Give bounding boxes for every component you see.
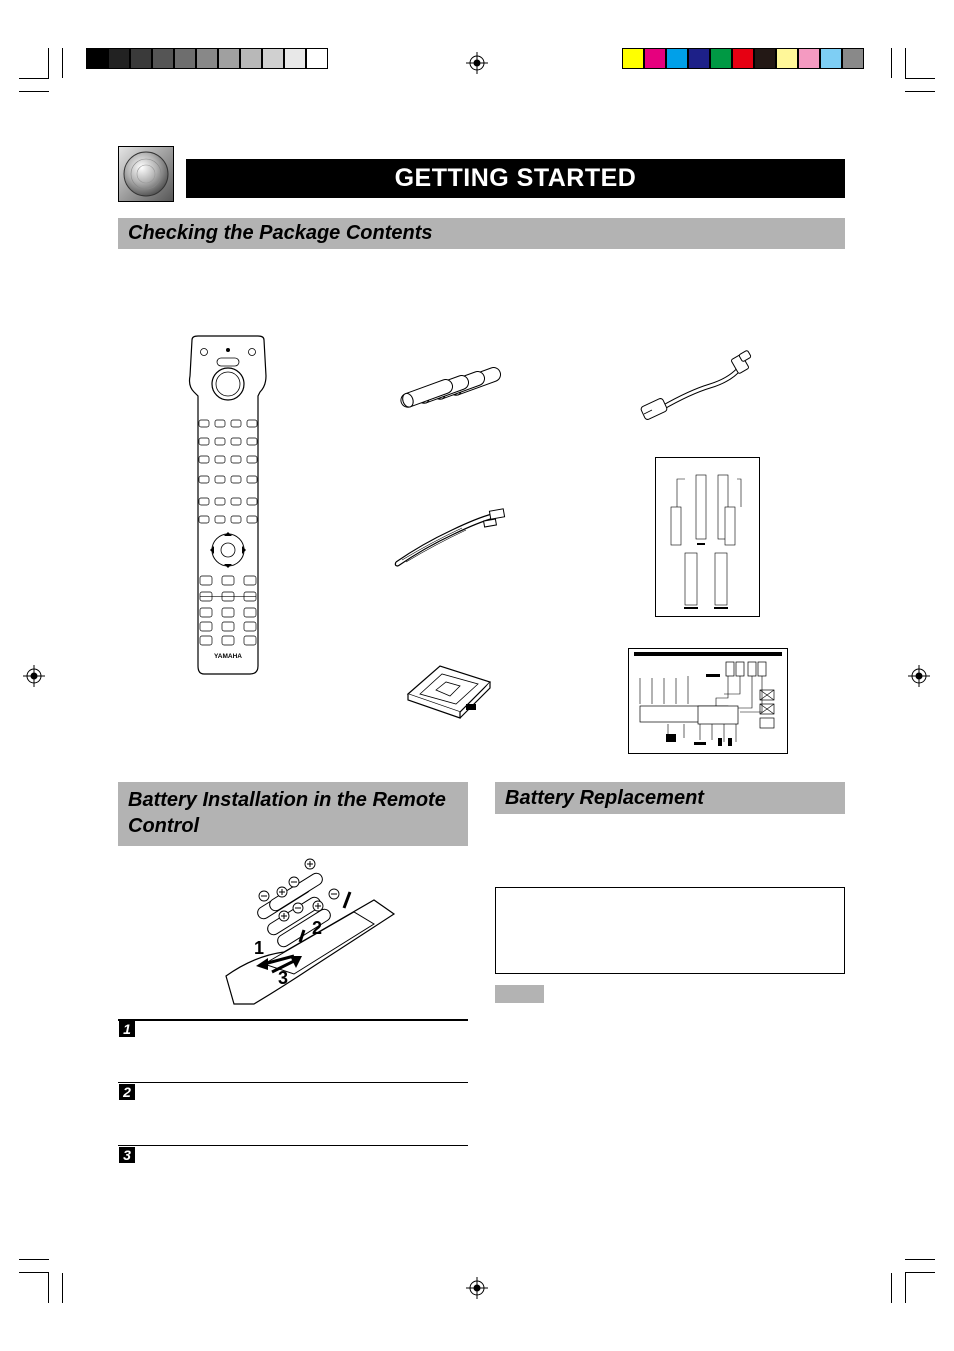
remote-button: [231, 516, 241, 523]
crop-mark: [48, 48, 49, 78]
remote-button: [222, 636, 234, 645]
remote-button: [200, 622, 212, 631]
color-swatch: [732, 48, 754, 69]
crop-mark: [19, 91, 49, 92]
gray-swatch: [284, 48, 306, 69]
crop-mark: [891, 48, 892, 78]
color-swatch: [842, 48, 864, 69]
remote-button: [231, 476, 241, 483]
caution-box: [495, 887, 845, 974]
chapter-disc-icon: [118, 146, 174, 202]
fm-antenna-illustration: [392, 502, 510, 570]
remote-button: [247, 456, 257, 463]
am-loop-antenna-illustration: [400, 658, 496, 722]
step-divider: [118, 1145, 468, 1146]
remote-button: [199, 476, 209, 483]
crop-mark: [19, 78, 49, 79]
gray-swatch: [262, 48, 284, 69]
remote-button: [199, 516, 209, 523]
remote-button: [231, 438, 241, 445]
gray-swatch: [240, 48, 262, 69]
batteries-illustration: [400, 362, 506, 412]
crop-mark: [62, 48, 63, 78]
remote-brand-label: YAMAHA: [214, 653, 242, 660]
remote-button: [199, 420, 209, 427]
remote-button: [244, 608, 256, 617]
gray-swatch: [130, 48, 152, 69]
remote-button: [247, 476, 257, 483]
crop-mark: [905, 1273, 906, 1303]
gray-swatch: [108, 48, 130, 69]
remote-button: [200, 636, 212, 645]
crop-mark: [62, 1273, 63, 1303]
crop-mark: [905, 78, 935, 79]
section-heading-battery-replacement: Battery Replacement: [495, 782, 845, 814]
remote-button: [215, 420, 225, 427]
step-number-2: 2: [119, 1084, 135, 1100]
gray-swatch: [218, 48, 240, 69]
crop-mark: [19, 1259, 49, 1260]
remote-button: [244, 636, 256, 645]
remote-button: [215, 456, 225, 463]
remote-button: [231, 498, 241, 505]
connection-guide-sheet-illustration: [628, 648, 788, 754]
color-swatch: [688, 48, 710, 69]
color-swatch: [820, 48, 842, 69]
battery-installation-illustration: [224, 856, 394, 1006]
video-cable-illustration: [640, 352, 756, 424]
color-swatch: [644, 48, 666, 69]
color-swatch: [666, 48, 688, 69]
remote-button: [215, 476, 225, 483]
remote-button: [199, 498, 209, 505]
color-swatch: [710, 48, 732, 69]
notes-tab: [495, 985, 544, 1003]
gray-swatch: [86, 48, 108, 69]
crop-mark: [905, 1272, 935, 1273]
remote-button: [200, 576, 212, 585]
color-swatch: [622, 48, 644, 69]
remote-button: [199, 456, 209, 463]
crop-mark: [48, 1273, 49, 1303]
remote-button: [231, 420, 241, 427]
remote-button: [247, 498, 257, 505]
registration-mark-icon: [466, 1277, 488, 1299]
crop-mark: [19, 1272, 49, 1273]
remote-button: [231, 456, 241, 463]
gray-swatch: [196, 48, 218, 69]
remote-button: [244, 622, 256, 631]
remote-button: [222, 576, 234, 585]
page-title: GETTING STARTED: [186, 159, 845, 198]
step-number-3: 3: [119, 1147, 135, 1163]
remote-button: [247, 420, 257, 427]
battery-step-label-1: 1: [254, 938, 265, 958]
registration-mark-icon: [23, 665, 45, 687]
color-swatch: [754, 48, 776, 69]
remote-button: [215, 498, 225, 505]
gray-swatch: [174, 48, 196, 69]
remote-button: [200, 608, 212, 617]
remote-control-illustration: [186, 336, 270, 676]
section-heading-battery-installation: Battery Installation in the Remote Control: [118, 782, 468, 846]
registration-mark-icon: [466, 52, 488, 74]
crop-mark: [905, 48, 906, 78]
crop-mark: [905, 91, 935, 92]
remote-button: [222, 608, 234, 617]
gray-swatch: [306, 48, 328, 69]
color-swatch: [798, 48, 820, 69]
remote-button: [222, 622, 234, 631]
remote-button: [215, 438, 225, 445]
remote-button: [199, 438, 209, 445]
crop-mark: [891, 1273, 892, 1303]
crop-mark: [905, 1259, 935, 1260]
gray-swatch: [152, 48, 174, 69]
section-heading-package-contents: Checking the Package Contents: [118, 218, 845, 249]
color-swatch: [776, 48, 798, 69]
registration-mark-icon: [908, 665, 930, 687]
step-number-1: 1: [119, 1021, 135, 1037]
remote-button: [244, 576, 256, 585]
remote-setup-sheet-illustration: [655, 457, 760, 617]
remote-button: [247, 516, 257, 523]
remote-button: [247, 438, 257, 445]
step-divider: [118, 1082, 468, 1083]
remote-button: [215, 516, 225, 523]
step-divider: [118, 1019, 468, 1021]
battery-step-label-2: 2: [312, 918, 323, 938]
battery-step-label-3: 3: [278, 968, 289, 988]
